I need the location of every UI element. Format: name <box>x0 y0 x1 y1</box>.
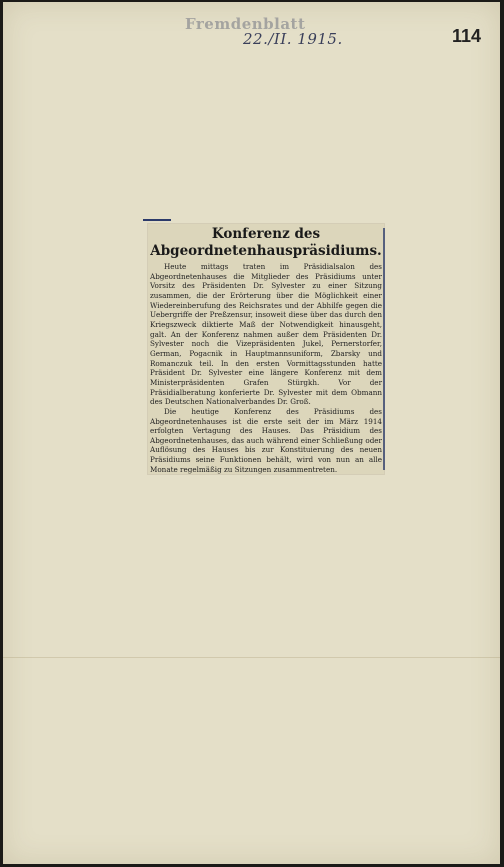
article-paragraph-1: Heute mittags traten im Präsidialsalon des Abgeordnetenhauses die Mitglieder des Präsidiums unter Vorsitz des Präsidenten Dr. Sylvester zu einer Sitzung zusammen, die der Erörterung über die Möglichkeit einer Wiedereinberufung des Reichsrates und der Abhilfe gegen die Uebergriffe der Preßzensur, insoweit diese über das durch den Kriegszweck diktierte Maß der Notwendigkeit hinausgeht, galt. An der Konferenz nahmen außer dem Präsidenten Dr. Sylvester noch die Vizepräsidenten Jukel, Pernerstorfer, German, Pogacnik in Hauptmannsuniform, Zbarsky und Romanczuk teil. In den ersten Vormittagsstunden hatte Präsident Dr. Sylvester eine längere Konferenz mit dem Ministerpräsidenten Grafen Stürgkh. Vor der Präsidialberatung konferierte Dr. Sylvester mit dem Obmann des Deutschen Nationalverbandes Dr. Groß. <box>150 262 382 407</box>
pencil-mark-top-left <box>143 219 171 221</box>
article-body <box>150 262 382 474</box>
handwritten-date: 22./II. 1915. <box>243 30 343 48</box>
paper-fold-line <box>3 657 500 658</box>
article-headline: Konferenz des Abgeordnetenhauspräsidiums. <box>150 226 382 259</box>
newspaper-stamp: Fremdenblatt <box>185 15 306 33</box>
article-paragraph-2: Die heutige Konferenz des Präsidiums des Abgeordnetenhauses ist die erste seit der im März 1914 erfolgten Vertagung des Hauses. Das Präsidium des Abgeordnetenhauses, das auch während einer Schließung oder Auflösung des Hauses bis zur Konstituierung des neuen Präsidiums seine Funktionen behält, wird von nun an alle Monate regelmäßig zu Sitzungen zusammentreten. <box>150 406 382 474</box>
page-number: 114 <box>452 26 482 46</box>
pencil-mark-right <box>383 228 385 470</box>
